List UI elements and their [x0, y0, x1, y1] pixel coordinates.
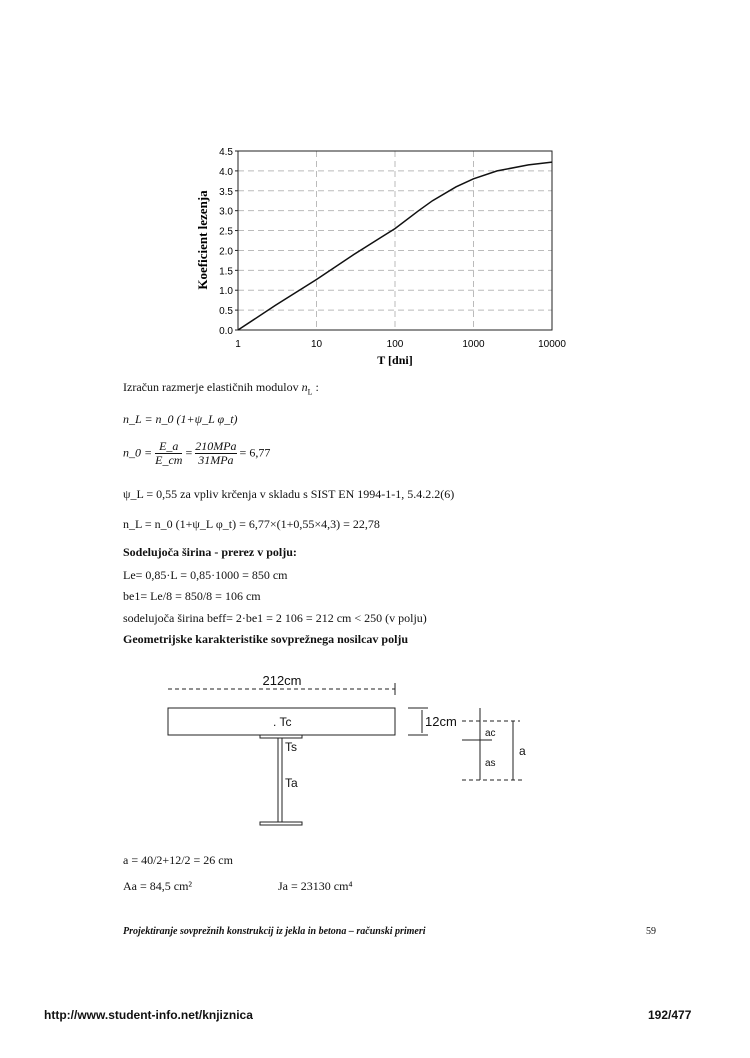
- be1-line: be1= Le/8 = 850/8 = 106 cm: [123, 589, 261, 603]
- y-axis-label: Koeficient lezenja: [195, 190, 210, 290]
- y-tick-label: 4.5: [219, 147, 233, 158]
- as-label: as: [485, 758, 496, 769]
- source-url[interactable]: http://www.student-info.net/knjiznica: [44, 1008, 253, 1022]
- book-title-footer: Projektiranje sovprežnih konstrukcij iz jekla in betona – računski primeri: [123, 926, 426, 937]
- y-tick-label: 0.0: [219, 326, 233, 337]
- page-counter: 192/477: [648, 1008, 692, 1022]
- x-tick-label: 10: [310, 339, 323, 350]
- heading-effective-width: Sodelujoča širina - prerez v polju:: [123, 545, 297, 559]
- x-axis-label: T [dni]: [377, 353, 413, 367]
- y-tick-label: 3.5: [219, 186, 233, 198]
- cross-section-diagram: [0, 660, 750, 860]
- heading-geometry: Geometrijske karakteristike sovprežnega nosilcav polju: [123, 632, 409, 646]
- x-tick-labels: [235, 339, 566, 350]
- y-tick-label: 2.0: [219, 246, 233, 258]
- x-tick-label: 100: [386, 339, 404, 350]
- y-tick-label: 4.0: [219, 166, 233, 178]
- ta-label: Ta: [285, 776, 298, 790]
- formula-n0: n_0 = $\frac{E\_a}{E\_cm}$ = $\frac{\text{210MPa}}{\text{31MPa}}$ = 6,77: [123, 439, 271, 467]
- aa-line: Aa = 84,5 cm²: [123, 879, 193, 893]
- ja-line: Ja = 23130 cm⁴: [278, 879, 353, 893]
- creep-coefficient-chart: [0, 0, 750, 380]
- height-label: 12cm: [425, 714, 457, 729]
- bottom-flange: [260, 822, 302, 825]
- page-number: 59: [646, 926, 656, 937]
- width-label: 212cm: [262, 673, 302, 688]
- y-tick-label: 0.5: [219, 306, 233, 318]
- y-tick-label: 1.5: [219, 266, 233, 278]
- x-tick-label: 1000: [462, 339, 485, 350]
- chart-grid: [235, 151, 552, 330]
- ac-label: ac: [485, 728, 496, 739]
- tc-label: . Tc: [273, 715, 292, 729]
- beff-line: sodelujoča širina beff= 2·be1 = 2 106 = 212 cm < 250 (v polju): [123, 611, 427, 625]
- ts-label: Ts: [285, 740, 297, 754]
- a-line: a = 40/2+12/2 = 26 cm: [123, 853, 233, 867]
- y-tick-label: 3.0: [219, 206, 233, 218]
- x-tick-label: 1: [235, 339, 241, 350]
- y-tick-label: 2.5: [219, 226, 233, 238]
- formula-nl-result: n_L = n_0 (1+ψ_L φ_t) = 6,77×(1+0,55×4,3) = 22,78: [123, 517, 380, 531]
- y-tick-labels: [219, 147, 233, 337]
- x-tick-label: 10000: [538, 339, 566, 350]
- formula-nl: n_L = n_0 (1+ψ_L φ_t): [123, 412, 238, 426]
- le-line: Le= 0,85·L = 0,85·1000 = 850 cm: [123, 568, 288, 582]
- a-label: a: [519, 744, 526, 758]
- psi-line: ψ_L = 0,55 za vpliv krčenja v skladu s SIST EN 1994-1-1, 5.4.2.2(6): [123, 487, 455, 501]
- intro-line: Izračun razmerje elastičnih modulov $n_L$ :: [123, 380, 319, 397]
- steel-web: [278, 738, 282, 822]
- y-tick-label: 1.0: [219, 286, 233, 298]
